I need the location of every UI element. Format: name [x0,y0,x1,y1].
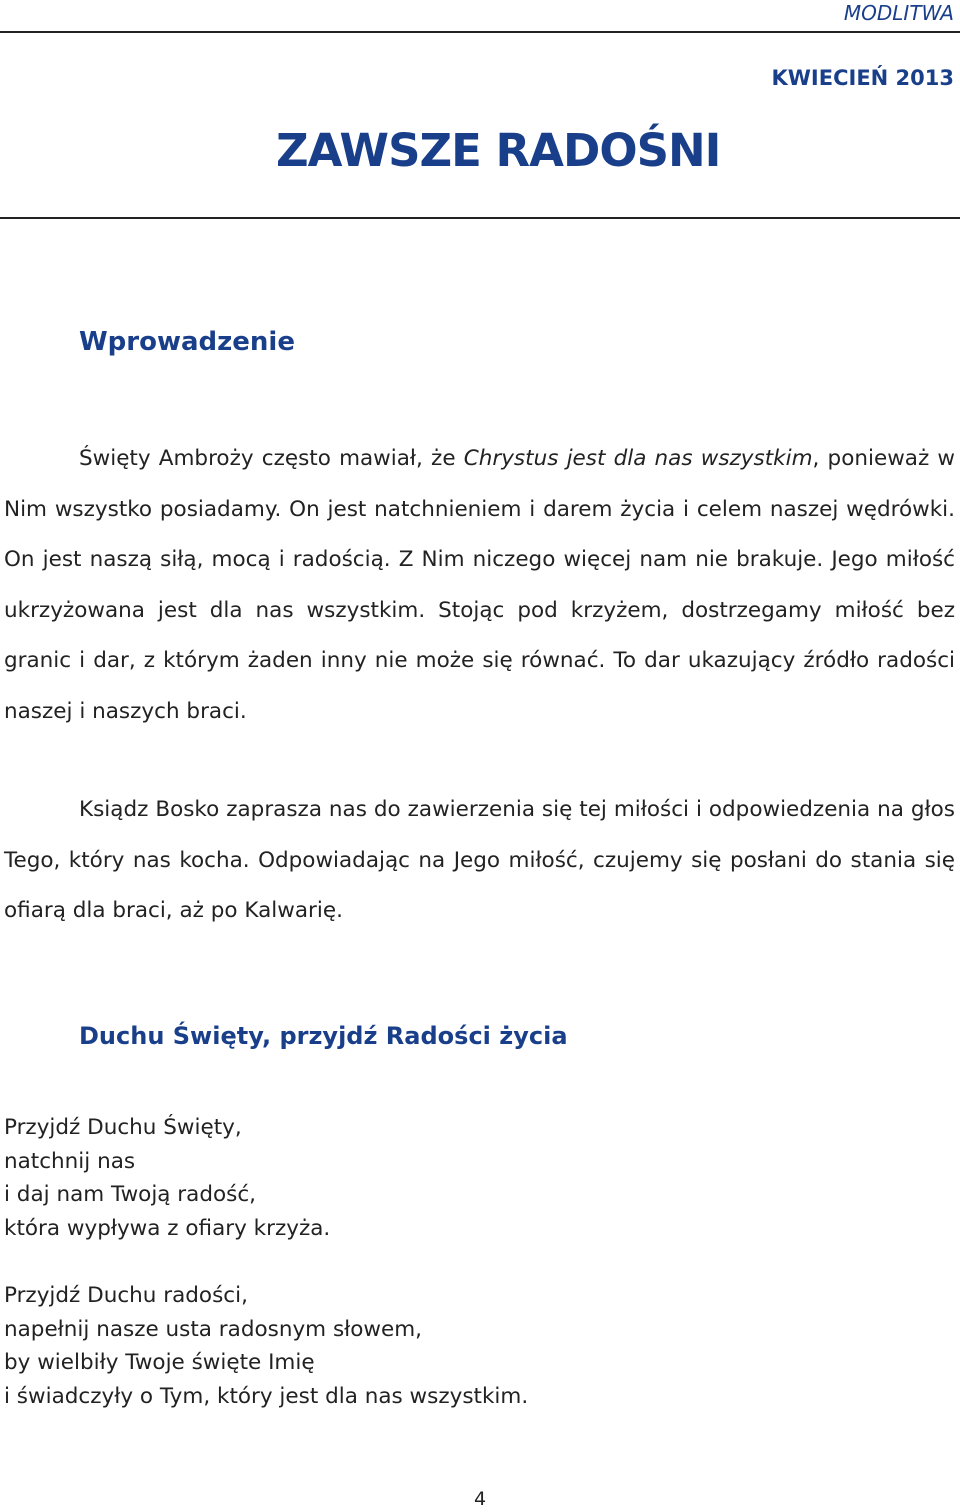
intro-p1-quote: Chrystus jest dla nas wszystkim [463,446,813,471]
prayer-line: i daj nam Twoją radość, [4,1182,256,1207]
prayer-line: natchnij nas [4,1148,136,1174]
prayer-stanza-2 [4,1279,528,1413]
prayer-line: która wypływa z ofiary krzyża. [4,1215,331,1241]
prayer-line: i świadczyły o Tym, który jest dla nas wszystkim. [4,1383,529,1409]
prayer-stanza-1 [4,1111,330,1245]
page-number: 4 [473,1488,487,1510]
intro-heading: Wprowadzenie [79,327,295,357]
page-title: ZAWSZE RADOŚNI [276,124,721,177]
title-rule [0,217,960,219]
prayer-line: Przyjdź Duchu Święty, [4,1115,242,1140]
intro-p1-after: , ponieważ w Nim wszystko posiadamy. On jest natchnieniem i darem życia i celem naszej wędrówki. On jest naszą siłą, mocą i radością. Z Nim niczego więcej nam nie brakuje. Jego miłość ukrzyżowana jest dla nas wszystkim. Stojąc pod krzyżem, dostrzegamy miłość bez granic i dar, z którym żaden inny nie może się równać. To dar ukazujący źródło radości naszej i naszych braci. [4,446,955,724]
prayer-line: napełnij nasze usta radosnym słowem, [4,1316,423,1342]
prayer-line: by wielbiły Twoje święte Imię [4,1350,315,1375]
section-tag: MODLITWA [843,1,954,25]
intro-paragraph-1 [4,434,955,737]
intro-p1-before: Święty Ambroży często mawiał, że [79,446,464,471]
prayer-heading: Duchu Święty, przyjdź Radości życia [79,1022,568,1050]
prayer-line: Przyjdź Duchu radości, [4,1283,248,1308]
issue-date: KWIECIEŃ 2013 [771,66,954,90]
header-rule [0,31,960,33]
intro-paragraph-2: Ksiądz Bosko zaprasza nas do zawierzenia się tej miłości i odpowiedzenia na głos Tego, który nas kocha. Odpowiadając na Jego miłość, czujemy się posłani do stania się ofiarą dla braci, aż po Kalwarię. [4,797,955,923]
